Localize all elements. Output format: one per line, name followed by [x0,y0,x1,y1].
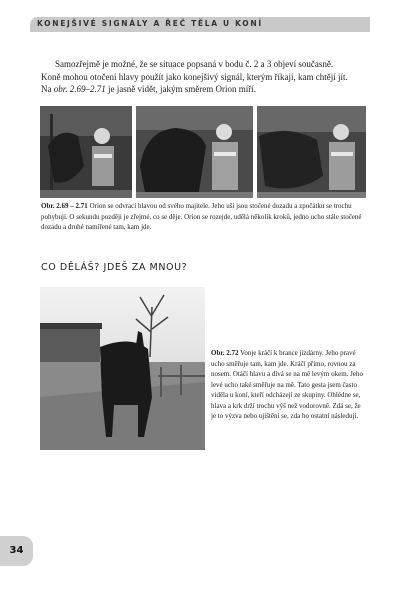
figure-reference: obr. 2.69–2.71 [53,84,106,94]
intro-line-2: Koně mohou otočení hlavy použít jako konejšivý signál, kterým říkají, kam chtějí jít. [41,71,348,82]
section-title: CO DĚLÁŠ? JDEŠ ZA MNOU? [41,262,188,273]
figure-caption-2-72: Obr. 2.72 Vonje kráčí k brance jízdárny. Jeho pravé ucho směřuje tam, kam jde. Kráčí přímo, rovnou za nosem. Otáčí hlavu a dívá se na mě levým okem. Jeho levé ucho také směřuje na mě. Tato gesta jsem často viděla u koní, kteří odcházejí ze skupiny. Ohlédne se, hlava a krk drží trochu výš než vodorovně. Zdá se, že je to výzva nebo ujištění se, zda ho ostatní následují. [211,349,364,420]
intro-paragraph [41,58,366,96]
photo-2-72 [40,287,205,450]
figure-caption-2-69: Obr. 2.69 – 2.71 Orion se odvrací hlavou od svého majitele. Jeho uši jsou stočené dozadu a zpočátku se trochu pohybují. O sekundu později je zřejmé, co se děje. Orion se rozejde, udělá několik kroků, jedno ucho stále stočené dozadu a druhé namířené tam, kam jde. [41,202,362,231]
figure-label: Obr. 2.69 – 2.71 [41,202,88,210]
photo-2-69 [40,106,132,198]
running-header [30,17,370,32]
running-header-title: KONEJŠIVÉ SIGNÁLY A ŘEČ TĚLA U KONÍ [37,19,263,28]
intro-line-1: Samozřejmě je možné, že se situace popsaná v bodu č. 2 a 3 objeví současně. [55,59,334,69]
photo-2-71 [257,106,366,198]
photo-2-70 [136,106,253,198]
page-number: 34 [0,536,33,566]
intro-line-3: Na obr. 2.69–2.71 je jasně vidět, jakým směrem Orion míří. [41,84,256,94]
figure-label: Obr. 2.72 [211,349,239,357]
